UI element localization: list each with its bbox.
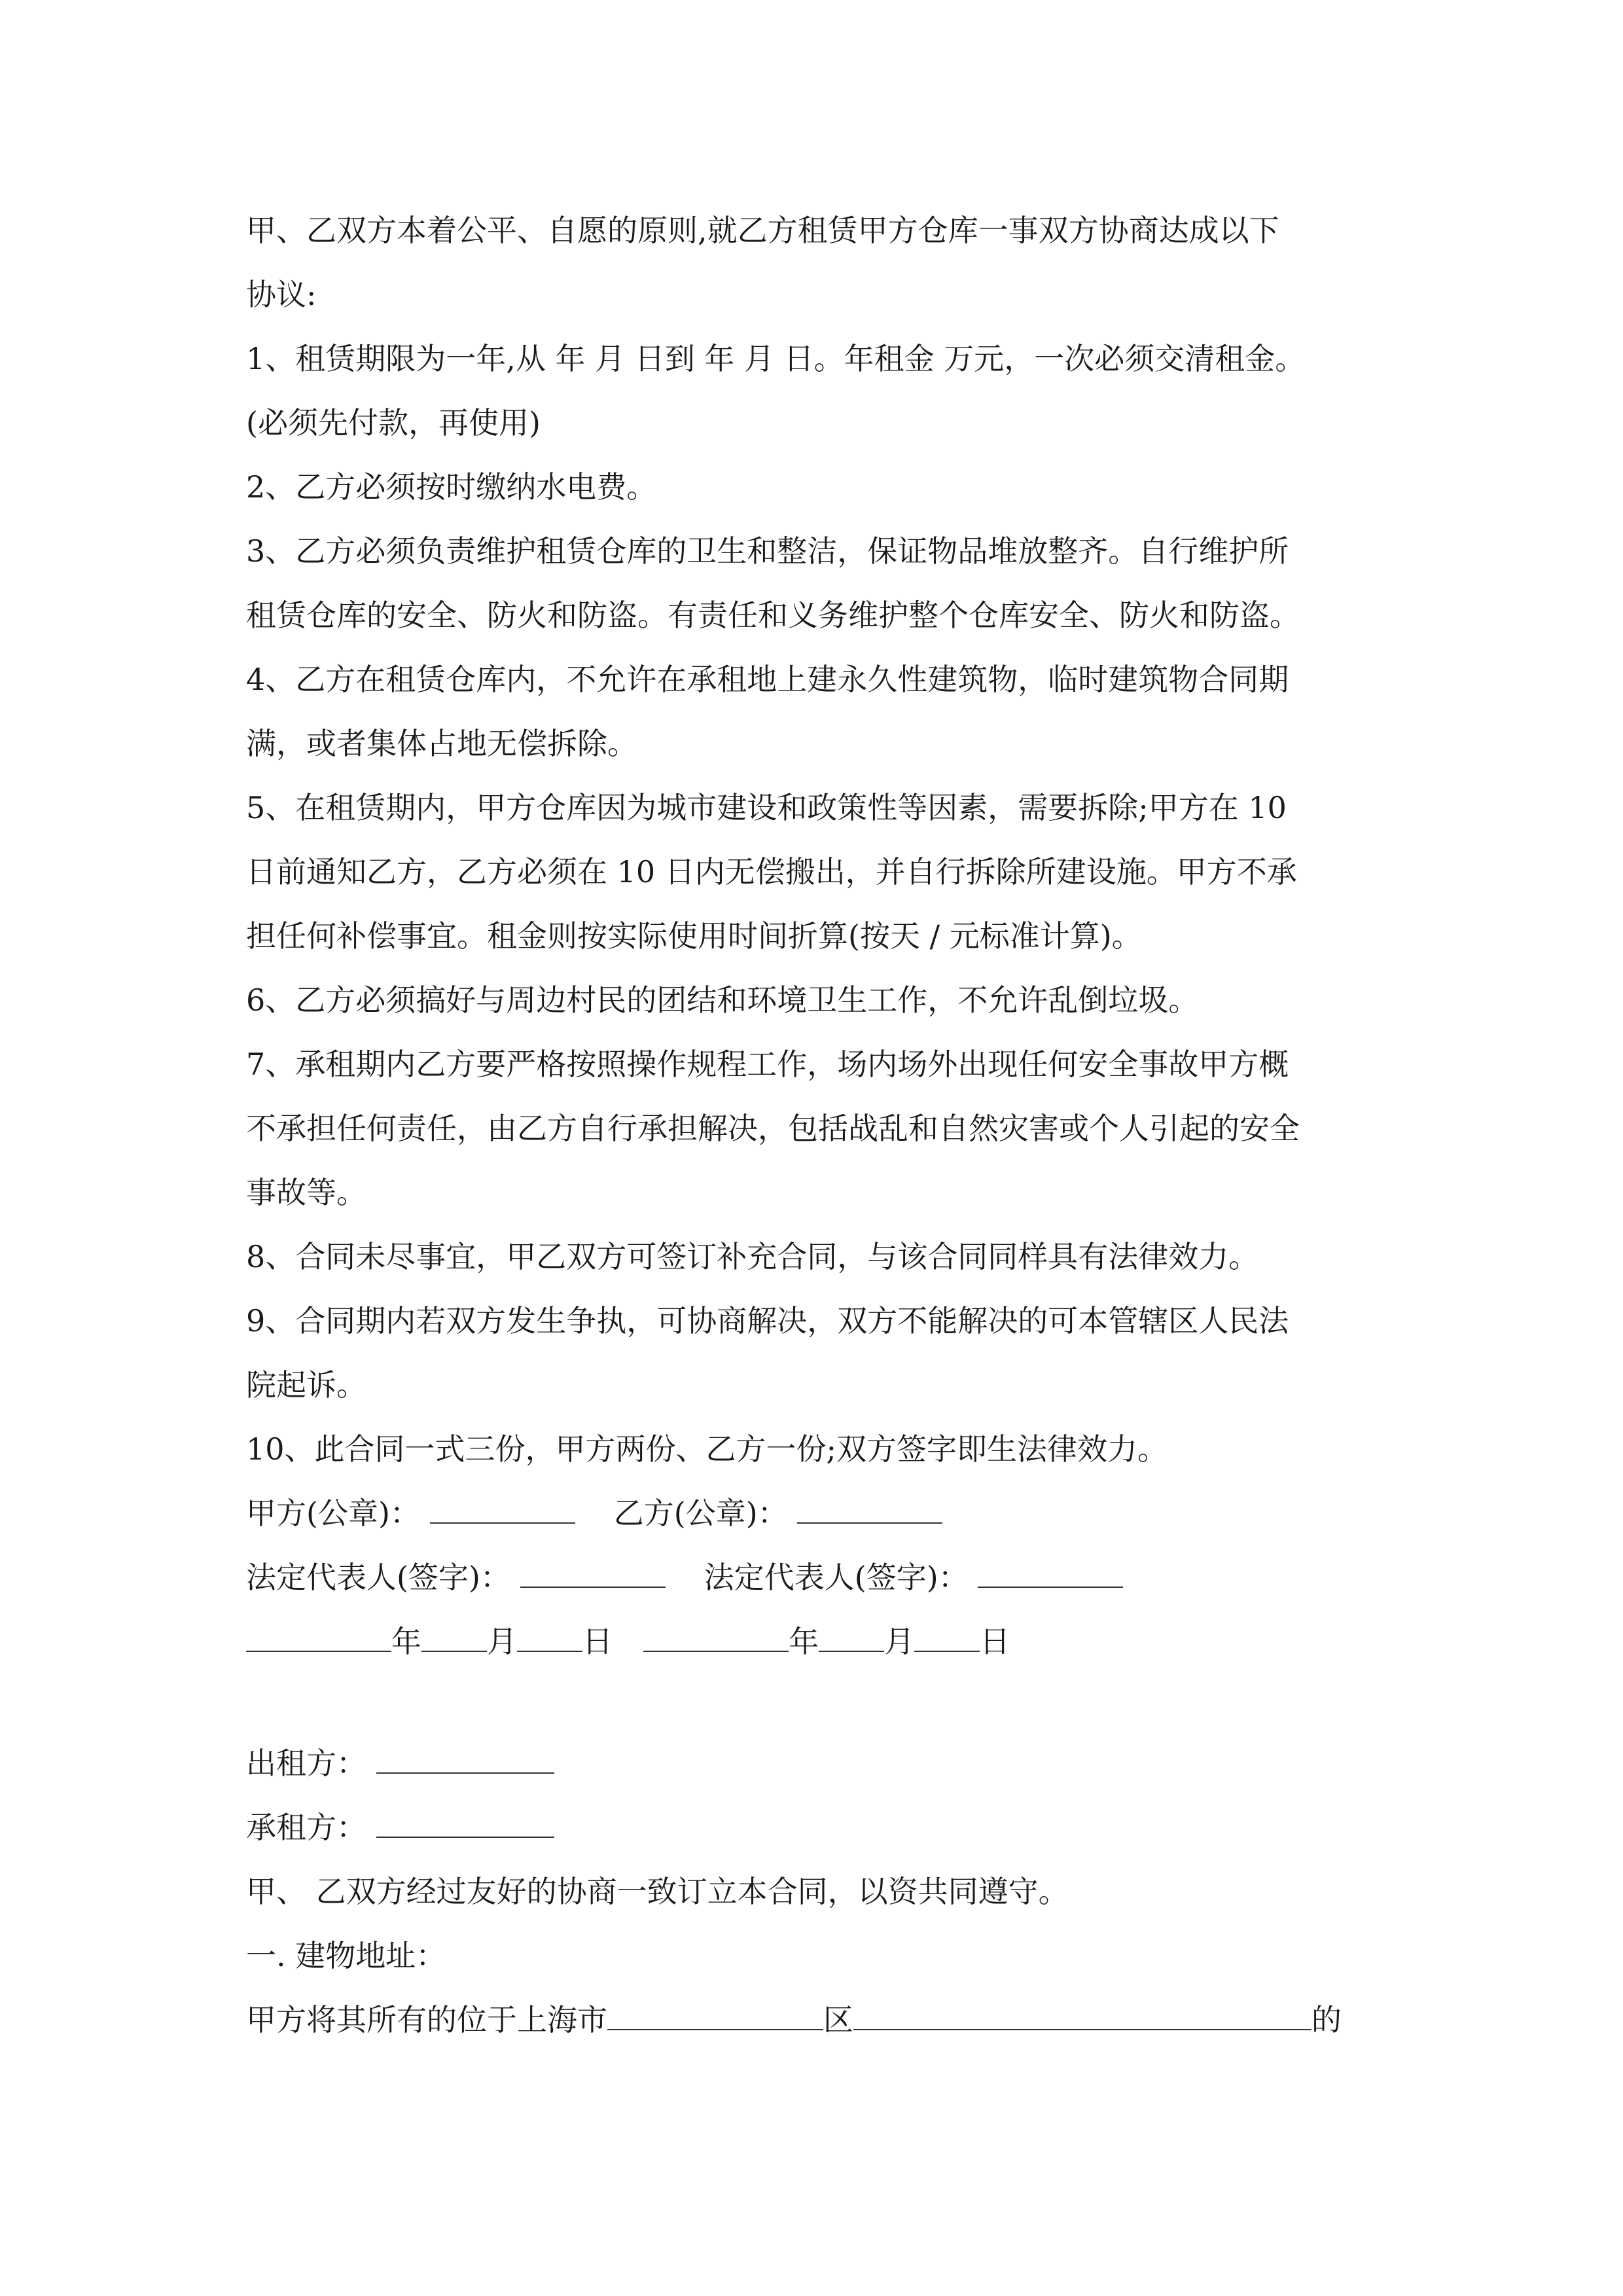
party-a-seal-label: 甲方(公章)： (246, 1496, 420, 1531)
clause-7-line-1: 7、承租期内乙方要严格按照操作规程工作，场内场外出现任何安全事故甲方概 (246, 1047, 1289, 1082)
preamble: 甲、 乙双方经过友好的协商一致订立本合同，以资共同遵守。 (246, 1874, 1069, 1909)
date-a-day-label: 日 (582, 1624, 613, 1659)
address-line (246, 2000, 1342, 2039)
date-line (246, 1622, 1010, 1661)
intro-line-2: 协议: (246, 277, 317, 312)
legal-rep-line (246, 1558, 1123, 1597)
legal-rep-a-label: 法定代表人(签字)： (246, 1560, 510, 1595)
clause-1-line-2: (必须先付款，再使用) (246, 405, 541, 440)
address-district-label: 区 (823, 2002, 853, 2037)
clause-3-line-2: 租赁仓库的安全、防火和防盗。有责任和义务维护整个仓库安全、防火和防盗。 (246, 598, 1300, 633)
clause-4-line-2: 满，或者集体占地无偿拆除。 (246, 726, 637, 761)
date-a-year-blank[interactable] (246, 1622, 391, 1652)
address-suffix: 的 (1311, 2002, 1342, 2037)
lessor-label: 出租方： (246, 1746, 366, 1781)
date-a-month-label: 月 (487, 1624, 517, 1659)
date-b-year-blank[interactable] (643, 1622, 789, 1652)
lessee-blank[interactable] (376, 1808, 554, 1838)
clause-4-line-1: 4、乙方在租赁仓库内，不允许在承租地上建永久性建筑物，临时建筑物合同期 (246, 662, 1289, 697)
clause-8: 8、合同未尽事宜，甲乙双方可签订补充合同，与该合同同样具有法律效力。 (246, 1239, 1259, 1274)
date-a-day-blank[interactable] (517, 1622, 582, 1652)
legal-rep-b-blank[interactable] (978, 1558, 1123, 1588)
lessee-label: 承租方： (246, 1810, 366, 1845)
clause-7-line-3: 事故等。 (246, 1175, 366, 1210)
clause-7-line-2: 不承担任何责任，由乙方自行承担解决，包括战乱和自然灾害或个人引起的安全 (246, 1111, 1300, 1146)
legal-rep-b-label: 法定代表人(签字)： (704, 1560, 969, 1595)
date-a-month-blank[interactable] (421, 1622, 487, 1652)
clause-6: 6、乙方必须搞好与周边村民的团结和环境卫生工作，不允许乱倒垃圾。 (246, 982, 1199, 1018)
date-b-month-blank[interactable] (819, 1622, 884, 1652)
clause-3-line-1: 3、乙方必须负责维护租赁仓库的卫生和整洁，保证物品堆放整齐。自行维护所 (246, 533, 1289, 569)
date-b-day-blank[interactable] (914, 1622, 980, 1652)
clause-1-line-1: 1、租赁期限为一年,从 年 月 日到 年 月 日。年租金 万元，一次必须交清租金。 (246, 341, 1306, 376)
section-1-title: 一. 建物地址： (246, 1938, 446, 1973)
date-b-month-label: 月 (884, 1624, 915, 1659)
party-a-seal-blank[interactable] (430, 1494, 575, 1524)
legal-rep-a-blank[interactable] (520, 1558, 666, 1588)
date-a-year-label: 年 (391, 1624, 421, 1659)
address-detail-blank[interactable] (853, 2000, 1311, 2030)
lessor-blank[interactable] (376, 1744, 554, 1774)
date-b-year-label: 年 (789, 1624, 819, 1659)
party-b-seal-blank[interactable] (797, 1494, 942, 1524)
address-city-blank[interactable] (607, 2000, 823, 2030)
lessee-line (246, 1808, 554, 1847)
clause-5-line-1: 5、在租赁期内，甲方仓库因为城市建设和政策性等因素，需要拆除;甲方在 10 (246, 790, 1287, 825)
clause-10: 10、此合同一式三份，甲方两份、乙方一份;双方签字即生法律效力。 (246, 1431, 1168, 1467)
clause-9-line-1: 9、合同期内若双方发生争执，可协商解决，双方不能解决的可本管辖区人民法 (246, 1303, 1289, 1338)
clause-9-line-2: 院起诉。 (246, 1367, 366, 1403)
address-prefix: 甲方将其所有的位于上海市 (246, 2002, 607, 2037)
seal-line (246, 1494, 942, 1533)
intro-line-1: 甲、乙双方本着公平、自愿的原则,就乙方租赁甲方仓库一事双方协商达成以下 (246, 213, 1279, 248)
lessor-line (246, 1744, 554, 1783)
clause-5-line-3: 担任何补偿事宜。租金则按实际使用时间折算(按天 / 元标准计算)。 (246, 918, 1142, 954)
party-b-seal-label: 乙方(公章)： (613, 1496, 788, 1531)
clause-5-line-2: 日前通知乙方，乙方必须在 10 日内无偿搬出，并自行拆除所建设施。甲方不承 (246, 854, 1297, 889)
date-b-day-label: 日 (980, 1624, 1010, 1659)
clause-2: 2、乙方必须按时缴纳水电费。 (246, 469, 657, 505)
